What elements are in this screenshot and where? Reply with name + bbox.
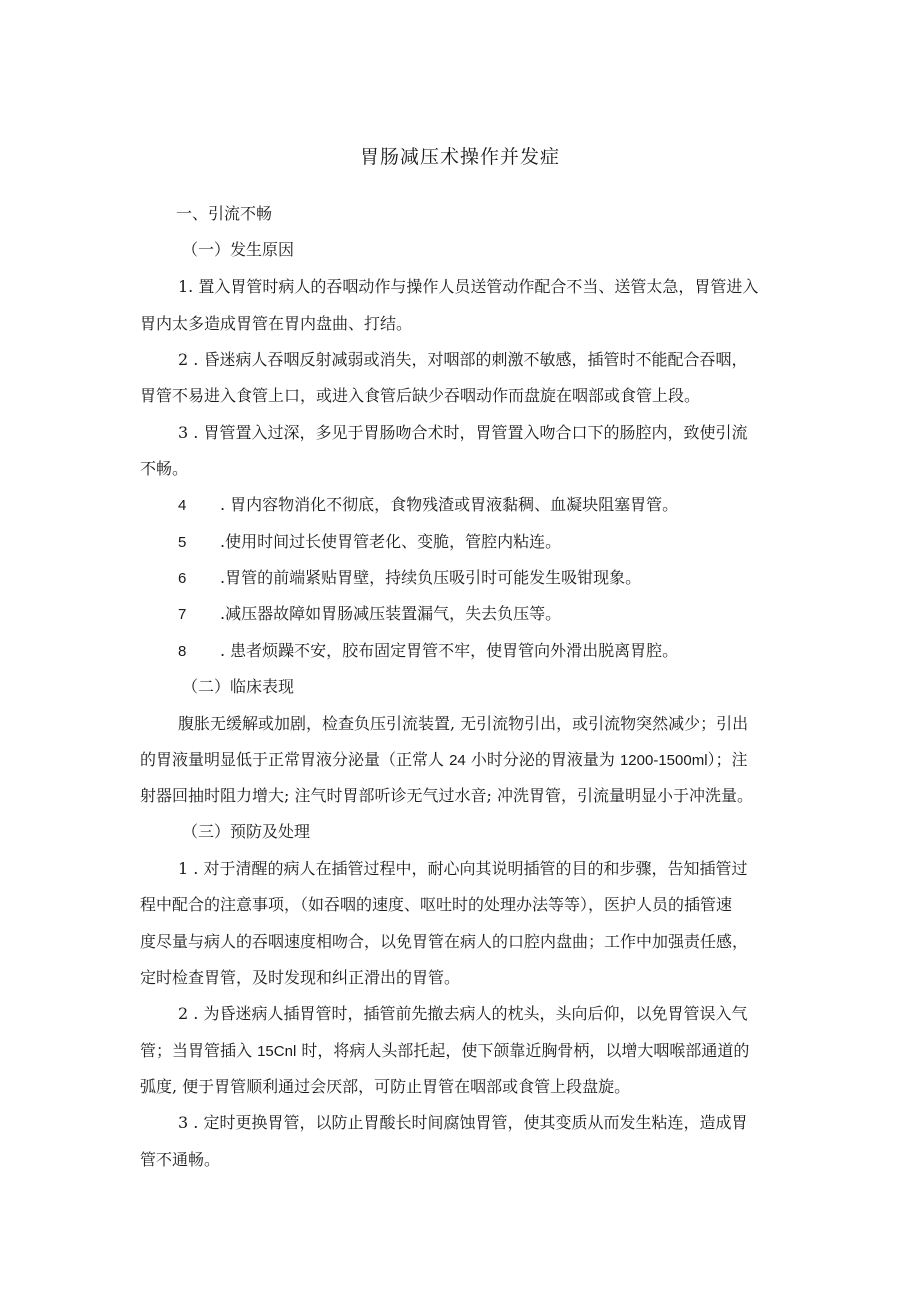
- list-text: .使用时间过长使胃管老化、变脆，管腔内粘连。: [220, 532, 562, 551]
- paragraph-line: 3 . 定时更换胃管，以防止胃酸长时间腐蚀胃管，使其变质从而发生粘连，造成胃: [178, 1113, 748, 1132]
- list-text: .减压器故障如胃肠减压装置漏气，失去负压等。: [220, 604, 562, 623]
- subsection-heading: （三）预防及处理: [182, 822, 311, 841]
- paragraph-line: 胃内太多造成胃管在胃内盘曲、打结。: [140, 314, 413, 333]
- list-text: . 患者烦躁不安，胶布固定胃管不牢，使胃管向外滑出脱离胃腔。: [220, 641, 679, 660]
- list-number: 8: [178, 643, 187, 660]
- paragraph-line: 1. 置入胃管时病人的吞咽动作与操作人员送管动作配合不当、送管太急，胃管进入: [178, 277, 759, 296]
- paragraph-line: 管；当胃管插入 15Cnl 时，将病人头部托起，使下颌靠近胸骨柄，以增大咽喉部通道的: [140, 1041, 750, 1060]
- list-number: 6: [178, 570, 187, 587]
- list-item: [178, 601, 561, 624]
- paragraph-line: 管不通畅。: [140, 1150, 221, 1169]
- paragraph-line: 度尽量与病人的吞咽速度相吻合，以免胃管在病人的口腔内盘曲；工作中加强责任感，: [140, 932, 749, 951]
- list-text: .胃管的前端紧贴胃壁，持续负压吸引时可能发生吸钳现象。: [220, 568, 642, 587]
- paragraph-line: 不畅。: [140, 459, 189, 478]
- paragraph-line: 2 . 昏迷病人吞咽反射减弱或消失，对咽部的刺激不敏感，插管时不能配合吞咽，: [178, 350, 748, 369]
- section-heading: 一、引流不畅: [176, 204, 273, 223]
- list-item: [178, 529, 561, 552]
- subsection-heading: （二）临床表现: [182, 677, 295, 696]
- paragraph-line: 1 . 对于清醒的病人在插管过程中，耐心向其说明插管的目的和步骤，告知插管过: [178, 859, 748, 878]
- list-text: . 胃内容物消化不彻底，食物残渣或胃液黏稠、血凝块阻塞胃管。: [220, 495, 679, 514]
- subsection-heading: （一）发生原因: [182, 240, 295, 259]
- list-item: [178, 565, 641, 588]
- list-number: 4: [178, 497, 187, 514]
- paragraph-line: 射器回抽时阻力增大; 注气时胃部听诊无气过水音; 冲洗胃管，引流量明显小于冲洗量。: [140, 786, 753, 805]
- page-title: 胃肠减压术操作并发症: [359, 146, 560, 168]
- paragraph-line: 定时检查胃管，及时发现和纠正滑出的胃管。: [140, 968, 461, 987]
- list-item: [178, 638, 678, 661]
- paragraph-line: 腹胀无缓解或加剧，检查负压引流装置, 无引流物引出，或引流物突然减少；引出: [178, 714, 749, 733]
- paragraph-line: 弧度, 便于胃管顺利通过会厌部，可防止胃管在咽部或食管上段盘旋。: [140, 1077, 631, 1096]
- paragraph-line: 胃管不易进入食管上口，或进入食管后缺少吞咽动作而盘旋在咽部或食管上段。: [140, 386, 701, 405]
- paragraph-line: 2 . 为昏迷病人插胃管时，插管前先撤去病人的枕头，头向后仰，以免胃管误入气: [178, 1004, 748, 1023]
- paragraph-line: 程中配合的注意事项，（如吞咽的速度、呕吐时的处理办法等等），医护人员的插管速: [140, 895, 733, 914]
- paragraph-line: 的胃液量明显低于正常胃液分泌量（正常人 24 小时分泌的胃液量为 1200-1500ml）；注: [140, 750, 748, 769]
- paragraph-line: 3 . 胃管置入过深，多见于胃肠吻合术时，胃管置入吻合口下的肠腔内，致使引流: [178, 423, 748, 442]
- list-number: 5: [178, 534, 187, 551]
- list-number: 7: [178, 606, 187, 623]
- list-item: [178, 492, 678, 515]
